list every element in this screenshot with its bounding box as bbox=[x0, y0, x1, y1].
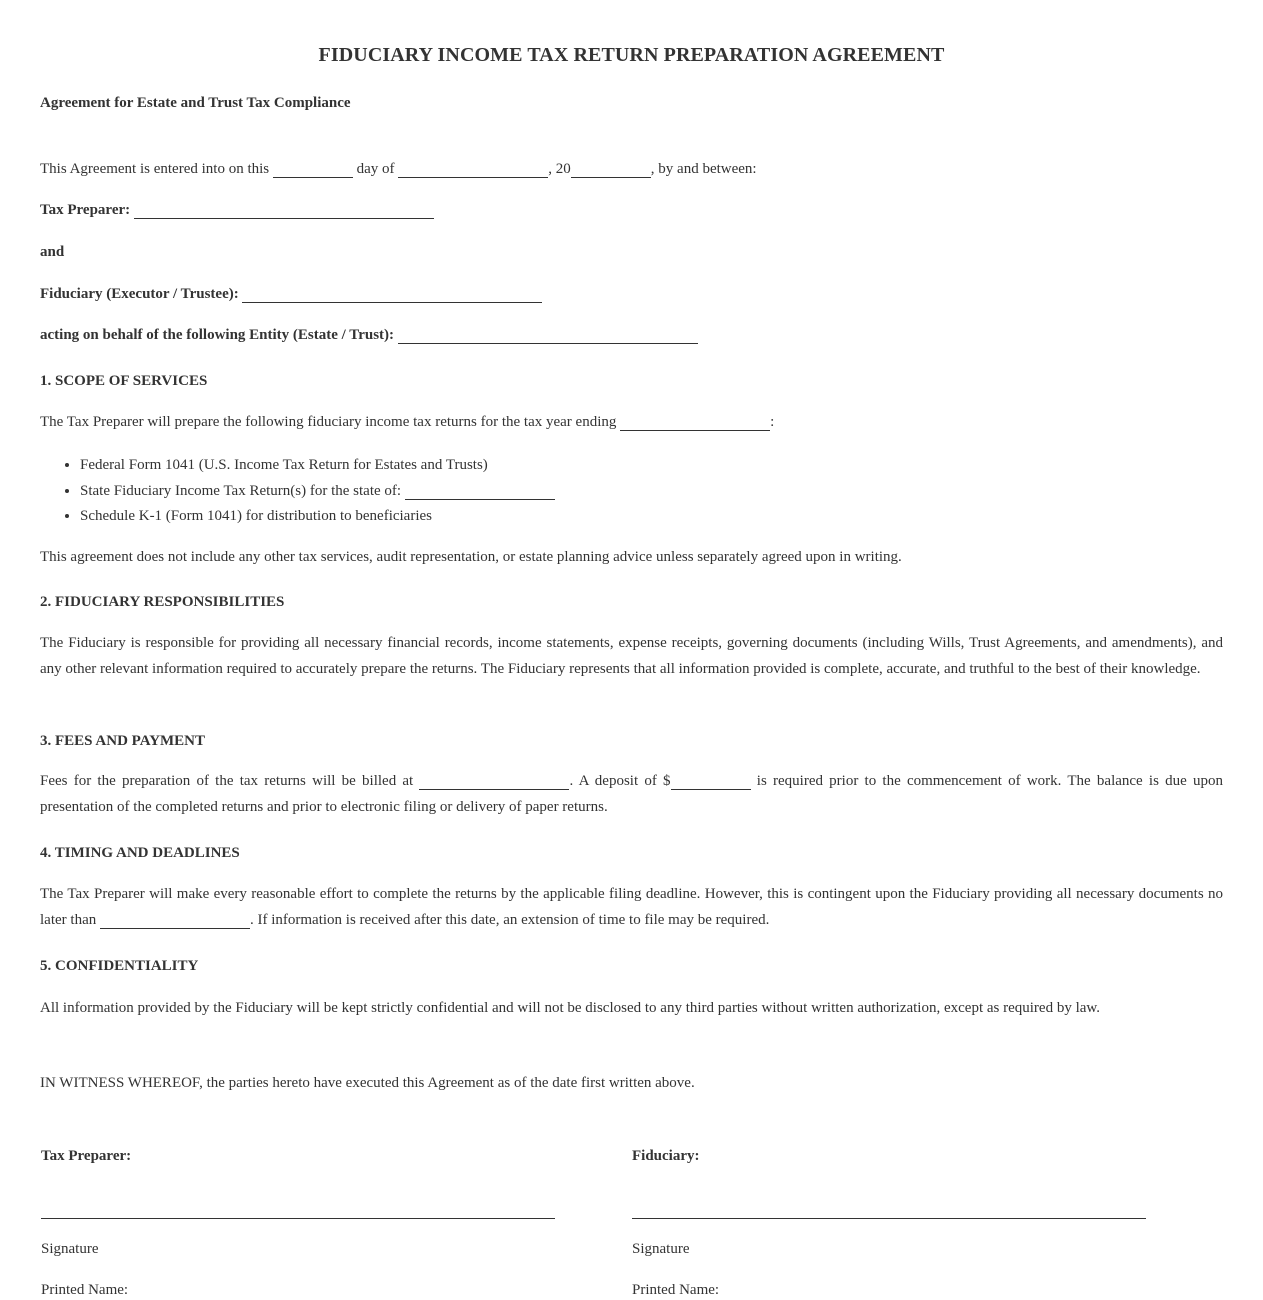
fiduciary-signature-heading: Fiduciary: bbox=[632, 1148, 700, 1164]
section1-note: This agreement does not include any other tax services, audit representation, or estate planning advice unless separately agreed upon in writing. bbox=[40, 549, 902, 565]
fee-rate-blank[interactable] bbox=[419, 773, 569, 790]
entity-name-blank[interactable] bbox=[398, 327, 698, 344]
fiduciary-signature-label: Signature bbox=[632, 1241, 690, 1257]
section1-intro-end: : bbox=[770, 414, 775, 430]
fiduciary-printed-name-label: Printed Name: bbox=[632, 1282, 720, 1298]
list-item bbox=[80, 479, 555, 505]
section4-text-2: . If information is received after this date, an extension of time to file may be required. bbox=[249, 911, 770, 928]
section3-heading: 3. FEES AND PAYMENT bbox=[40, 733, 206, 749]
section3-body bbox=[40, 769, 1223, 820]
day-blank[interactable] bbox=[273, 161, 353, 178]
and-label: and bbox=[40, 244, 65, 260]
preparer-signature-heading: Tax Preparer: bbox=[41, 1148, 132, 1164]
intro-line bbox=[40, 159, 757, 179]
fiduciary-label: Fiduciary (Executor / Trustee): bbox=[40, 286, 239, 302]
preparer-label: Tax Preparer: bbox=[40, 202, 131, 218]
section4-body bbox=[40, 882, 1223, 933]
document-subtitle: Agreement for Estate and Trust Tax Compliance bbox=[40, 95, 351, 111]
witness-statement: IN WITNESS WHEREOF, the parties hereto have executed this Agreement as of the date first written above. bbox=[40, 1075, 695, 1091]
intro-text-1: This Agreement is entered into on this bbox=[40, 161, 270, 177]
service-federal: Federal Form 1041 (U.S. Income Tax Return for Estates and Trusts) bbox=[80, 457, 488, 473]
preparer-line bbox=[40, 200, 434, 220]
state-blank[interactable] bbox=[405, 483, 555, 500]
year-blank[interactable] bbox=[571, 161, 651, 178]
service-k1: Schedule K-1 (Form 1041) for distribution to beneficiaries bbox=[80, 508, 433, 524]
section1-intro-text: The Tax Preparer will prepare the following fiduciary income tax returns for the tax year ending bbox=[40, 414, 617, 430]
entity-line bbox=[40, 325, 698, 345]
documents-deadline-blank[interactable] bbox=[100, 912, 250, 929]
entity-label: acting on behalf of the following Entity (Estate / Trust): bbox=[40, 327, 395, 343]
preparer-name-blank[interactable] bbox=[134, 202, 434, 219]
fiduciary-name-blank[interactable] bbox=[242, 286, 542, 303]
fiduciary-line bbox=[40, 284, 542, 304]
deposit-blank[interactable] bbox=[671, 773, 751, 790]
section4-text-1: The Tax Preparer will make every reasonable effort to complete the returns by the applicable filing deadline. However, this is contingent upon the Fiduciary providing all necessary documents no later than bbox=[40, 886, 1223, 928]
intro-text-3: , 20 bbox=[548, 161, 571, 177]
section5-heading: 5. CONFIDENTIALITY bbox=[40, 958, 199, 974]
document-title: FIDUCIARY INCOME TAX RETURN PREPARATION AGREEMENT bbox=[318, 44, 945, 66]
section3-text-1: Fees for the preparation of the tax returns will be billed at bbox=[40, 773, 414, 789]
preparer-signature-label: Signature bbox=[41, 1241, 99, 1257]
month-blank[interactable] bbox=[398, 161, 548, 178]
list-item bbox=[80, 504, 555, 530]
section1-intro bbox=[40, 412, 774, 432]
preparer-printed-name-label: Printed Name: bbox=[41, 1282, 129, 1298]
preparer-signature-line[interactable] bbox=[41, 1218, 555, 1219]
service-state: State Fiduciary Income Tax Return(s) for the state of: bbox=[80, 482, 402, 499]
section2-heading: 2. FIDUCIARY RESPONSIBILITIES bbox=[40, 594, 285, 610]
tax-year-blank[interactable] bbox=[620, 414, 770, 431]
section5-body: All information provided by the Fiduciary will be kept strictly confidential and will not be disclosed to any third parties without written authorization, except as required by law. bbox=[40, 1000, 1101, 1016]
intro-text-4: , by and between: bbox=[650, 161, 757, 177]
section1-heading: 1. SCOPE OF SERVICES bbox=[40, 373, 208, 389]
list-item bbox=[80, 453, 555, 479]
section3-text-3: is required prior to the commencement of work. The balance is due upon presentation of the completed returns and prior to electronic filing or delivery of paper returns. bbox=[40, 773, 1224, 815]
intro-text-2: day of bbox=[356, 161, 395, 177]
services-list bbox=[40, 453, 555, 530]
fiduciary-signature-line[interactable] bbox=[632, 1218, 1146, 1219]
section3-text-2: . A deposit of $ bbox=[569, 773, 671, 789]
section2-body: The Fiduciary is responsible for providing all necessary financial records, income statements, expense receipts, governing documents (including Wills, Trust Agreements, and amendments), and any other relevant information required to accurately prepare the returns. The Fiduciary represents that all information provided is complete, accurate, and truthful to the best of their knowledge. bbox=[40, 635, 1223, 677]
section4-heading: 4. TIMING AND DEADLINES bbox=[40, 845, 240, 861]
